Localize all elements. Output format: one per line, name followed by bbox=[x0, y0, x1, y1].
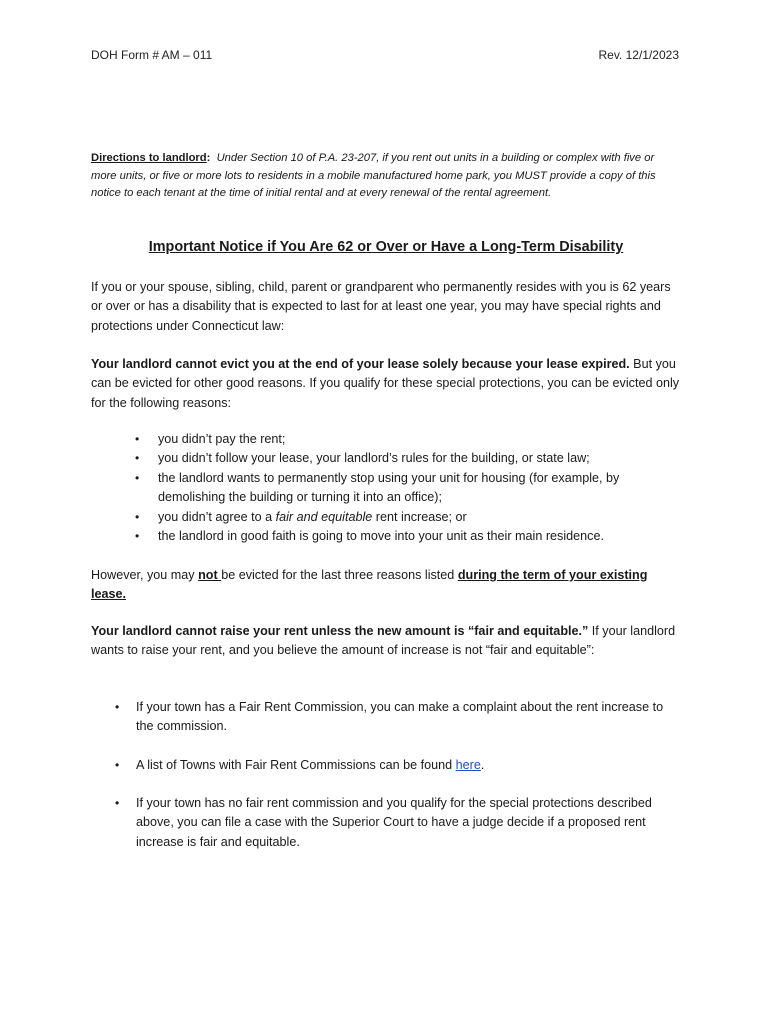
list-item bbox=[135, 469, 680, 508]
eviction-text: But you can be evicted for other good reasons. If you qualify for these special protections, you can be evicted only for the following reasons: bbox=[91, 357, 680, 410]
eviction-reasons-list bbox=[135, 430, 680, 546]
however-paragraph bbox=[91, 566, 681, 605]
directions-colon: : bbox=[206, 152, 211, 164]
rent-options-list bbox=[115, 756, 680, 775]
reason-text: you didn’t agree to a bbox=[158, 509, 276, 524]
rent-options-list bbox=[115, 794, 680, 852]
rent-option-text: A list of Towns with Fair Rent Commissions can be found bbox=[136, 758, 456, 772]
bullet-icon: • bbox=[135, 451, 140, 466]
directions-text: Under Section 10 of P.A. 23-207, if you rent out units in a building or complex with five or more units, or five or more lots to residents in a mobile manufactured home park, you MUST provide a copy of this notice to each tenant at the time of initial rental and at every renewal of the rental agreement. bbox=[91, 152, 656, 200]
intro-paragraph: If you or your spouse, sibling, child, parent or grandparent who permanently resides with you is 62 years or over or has a disability that is expected to last for at least one year, you may have special rights and protections under Connecticut law: bbox=[91, 280, 671, 333]
bullet-icon: • bbox=[135, 470, 140, 485]
list-item bbox=[135, 449, 680, 468]
directions-label: Directions to landlord bbox=[91, 152, 207, 164]
rent-text: If your landlord wants to raise your rent, and you believe the amount of increase is not “fair and equitable”: bbox=[91, 624, 676, 658]
form-number: DOH Form # AM – 011 bbox=[91, 48, 213, 62]
list-item bbox=[135, 508, 680, 527]
list-item bbox=[135, 430, 680, 449]
bullet-icon: • bbox=[135, 509, 140, 524]
list-item bbox=[135, 527, 680, 546]
bullet-icon: • bbox=[115, 700, 120, 714]
reason-text: rent increase; or bbox=[372, 509, 467, 524]
bullet-icon: • bbox=[115, 758, 120, 772]
lease-term-emphasis: during the term of your existing lease. bbox=[91, 568, 648, 602]
notice-title: Important Notice if You Are 62 or Over or Have a Long-Term Disability bbox=[148, 239, 624, 255]
bullet-icon: • bbox=[135, 432, 140, 446]
reason-text: you didn’t pay the rent; bbox=[158, 432, 286, 446]
bullet-icon: • bbox=[115, 796, 120, 810]
directions-to-landlord bbox=[91, 150, 681, 203]
fair-rent-commissions-link[interactable]: here bbox=[455, 758, 481, 772]
reason-text: the landlord in good faith is going to move into your unit as their main residence. bbox=[158, 529, 604, 544]
rent-option-text: . bbox=[480, 758, 485, 772]
reason-text: you didn’t follow your lease, your landlord’s rules for the building, or state law; bbox=[158, 451, 590, 466]
rent-option-text: If your town has a Fair Rent Commission, you can make a complaint about the rent increase to the commission. bbox=[136, 700, 664, 734]
rent-paragraph bbox=[91, 622, 681, 661]
however-text: However, you may bbox=[91, 568, 199, 582]
eviction-bold: Your landlord cannot evict you at the end of your lease solely because your lease expired. bbox=[91, 357, 630, 371]
rent-bold: Your landlord cannot raise your rent unless the new amount is “fair and equitable.” bbox=[91, 624, 589, 638]
rent-option-text: If your town has no fair rent commission and you qualify for the special protections described above, you can file a case with the Superior Court to have a judge decide if a proposed rent increase is fair and equitable. bbox=[136, 796, 652, 849]
bullet-icon: • bbox=[135, 529, 140, 544]
revision-date: Rev. 12/1/2023 bbox=[598, 48, 679, 62]
reason-italic-text: fair and equitable bbox=[275, 509, 373, 524]
rent-options-list bbox=[115, 698, 680, 737]
not-emphasis: not bbox=[198, 568, 222, 582]
reason-text: the landlord wants to permanently stop using your unit for housing (for example, by demolishing the building or turning it into an office); bbox=[158, 470, 620, 505]
however-text: be evicted for the last three reasons listed bbox=[221, 568, 458, 582]
list-item bbox=[115, 698, 680, 737]
eviction-paragraph bbox=[91, 355, 681, 413]
list-item bbox=[115, 794, 680, 852]
list-item bbox=[115, 756, 680, 775]
